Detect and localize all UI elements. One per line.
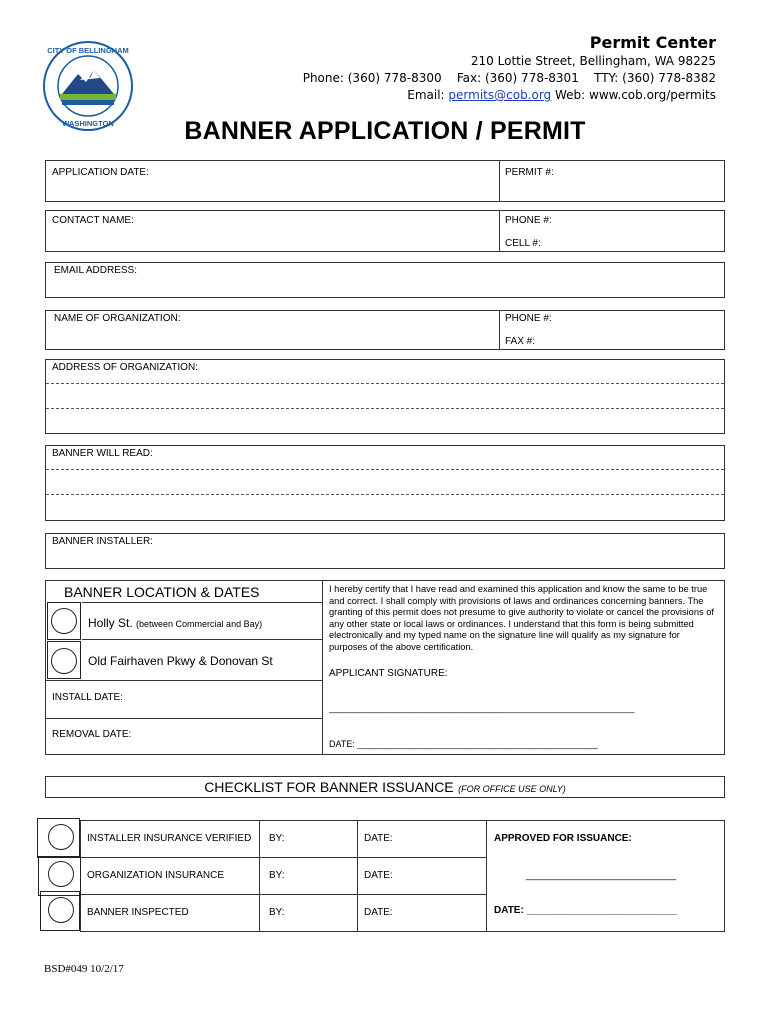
email-row — [45, 262, 725, 298]
center-email-web — [407, 88, 716, 102]
holly-st-option — [88, 616, 262, 630]
banner-inspected-checkbox[interactable] — [48, 897, 74, 923]
checklist-by-label: BY: — [269, 907, 285, 918]
center-phone-line: Phone: (360) 778-8300 Fax: (360) 778-8301 TTY: (360) 778-8382 — [302, 71, 716, 85]
checklist-item-label: ORGANIZATION INSURANCE — [87, 870, 225, 881]
banner-read-label: BANNER WILL READ: — [52, 448, 153, 459]
form-code: BSD#049 10/2/17 — [44, 963, 124, 975]
org-name-label: NAME OF ORGANIZATION: — [54, 313, 181, 324]
approved-label: APPROVED FOR ISSUANCE: — [494, 833, 632, 844]
fairhaven-label: Old Fairhaven Pkwy & Donovan St — [88, 654, 273, 668]
location-cert-box — [45, 580, 725, 755]
checklist-by-label: BY: — [269, 870, 285, 881]
checklist-heading: CHECKLIST FOR BANNER ISSUANCE — [204, 779, 454, 795]
holly-st-label: Holly St. — [88, 616, 133, 630]
center-address: 210 Lottie Street, Bellingham, WA 98225 — [470, 54, 716, 68]
checklist-by-label: BY: — [269, 833, 285, 844]
contact-cell-label: CELL #: — [505, 238, 541, 249]
checklist-date-label: DATE: — [364, 833, 393, 844]
certification-text: I hereby certify that I have read and examined this application and know the same to be true and correct. I shall comply with provisions of laws and ordinances concerning banners. The granting of this permit does not presume to give authority to violate or cancel the provisions of any other state or local laws or ordinances. I understand that this form is being submitted electronically and my typed name on the signature line will qualify as my signature for purposes of the above certification. — [329, 584, 714, 652]
banner-read-box — [45, 445, 725, 521]
approved-date[interactable]: DATE: ___________________________ — [494, 905, 677, 916]
approved-line[interactable]: ___________________________ — [526, 870, 677, 881]
holly-st-sublabel: (between Commercial and Bay) — [136, 619, 263, 629]
table-row — [81, 895, 486, 931]
logo-text-bottom: WASHINGTON — [62, 119, 114, 128]
removal-date-label: REMOVAL DATE: — [52, 729, 132, 740]
permit-center-name: Permit Center — [589, 33, 716, 52]
org-insurance-checkbox[interactable] — [48, 861, 74, 887]
table-row — [81, 858, 486, 894]
org-address-label: ADDRESS OF ORGANIZATION: — [52, 362, 198, 373]
logo-text-top: CITY OF BELLINGHAM — [47, 46, 129, 55]
checklist-date-label: DATE: — [364, 907, 393, 918]
signature-line[interactable]: _____________________________________________________________ — [329, 703, 635, 713]
installer-row — [45, 533, 725, 569]
checklist-item-label: BANNER INSPECTED — [87, 907, 189, 918]
email-link[interactable]: permits@cob.org — [448, 88, 552, 102]
location-heading: BANNER LOCATION & DATES — [64, 584, 260, 600]
permit-number-label: PERMIT #: — [505, 167, 554, 178]
checklist-date-label: DATE: — [364, 870, 393, 881]
signature-date[interactable]: DATE: ________________________________________________ — [329, 739, 598, 749]
holly-st-radio[interactable] — [51, 608, 77, 634]
contact-row — [45, 210, 725, 252]
checklist-item-label: INSTALLER INSURANCE VERIFIED — [87, 833, 252, 844]
applicant-signature-label: APPLICANT SIGNATURE: — [329, 668, 448, 679]
installer-label: BANNER INSTALLER: — [52, 536, 153, 547]
org-fax-label: FAX #: — [505, 336, 536, 347]
checklist-heading-note: (FOR OFFICE USE ONLY) — [458, 784, 566, 794]
checklist-heading-box — [45, 776, 725, 798]
application-date-label: APPLICATION DATE: — [52, 167, 149, 178]
contact-phone-label: PHONE #: — [505, 215, 552, 226]
org-phone-label: PHONE #: — [505, 313, 552, 324]
install-date-label: INSTALL DATE: — [52, 692, 123, 703]
checklist-table — [80, 820, 725, 932]
organization-row — [45, 310, 725, 350]
page-title: BANNER APPLICATION / PERMIT — [184, 117, 586, 145]
org-address-box — [45, 359, 725, 434]
contact-name-label: CONTACT NAME: — [52, 215, 134, 226]
email-address-label: EMAIL ADDRESS: — [54, 265, 137, 276]
email-label: Email: — [407, 88, 445, 102]
application-date-row — [45, 160, 725, 202]
table-row — [81, 821, 486, 857]
fairhaven-radio[interactable] — [51, 648, 77, 674]
installer-insurance-checkbox[interactable] — [48, 824, 74, 850]
web-text: Web: www.cob.org/permits — [555, 88, 716, 102]
